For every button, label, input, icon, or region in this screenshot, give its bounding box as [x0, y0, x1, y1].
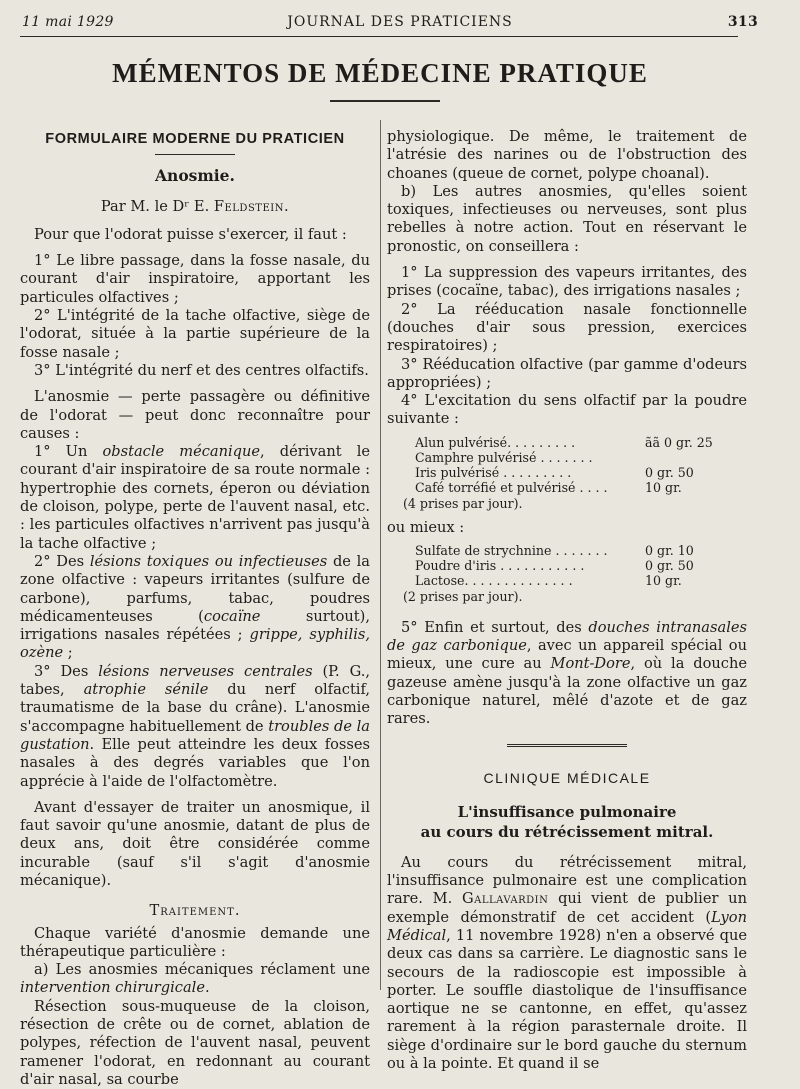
table-row: Alun pulvérisé. . . . . . . . . ãã 0 gr. 25: [415, 434, 713, 450]
column-divider: [380, 120, 381, 990]
journal-name: JOURNAL DES PRATICIENS: [287, 14, 513, 30]
table-row: Café torréfié et pulvérisé . . . . 10 gr.: [415, 479, 682, 495]
prescription-table-1: [415, 435, 715, 495]
paragraph: Au cours du rétrécissement mitral, l'insuffisance pulmonaire est une complication rare. M. Gallavardin qui vient de publier un exemple démonstratif de cet accident (Lyon Médical, 11 novembre 1928) n'en a observé que deux cas dans sa carrière. Le diagnostic sans le secours de la radioscopie est impossible à porter. Le souffle diastolique de l'insuffisance aortique ne se cantonne, en effet, qu'assez rarement à la région parasternale droite. Il siège d'ordinaire sur le bord gauche du sternum ou à la pointe. Et quand il se: [387, 853, 747, 1072]
dosage-note: (4 prises par jour).: [403, 495, 523, 511]
paragraph: 2° L'intégrité de la tache olfactive, siège de l'odorat, située à la partie supérieure de la fosse nasale ;: [20, 307, 370, 361]
issue-date: 11 mai 1929: [22, 14, 114, 30]
author-name: Feldstein.: [213, 197, 290, 215]
left-column: [20, 128, 370, 1089]
section-heading-clinique: CLINIQUE MÉDICALE: [483, 770, 651, 787]
paragraph: 3° Rééducation olfactive (par gamme d'odeurs appropriées) ;: [387, 355, 747, 391]
paragraph: Résection sous-muqueuse de la cloison, résection de crête ou de cornet, ablation de polypes, réfection de l'auvent nasal, peuvent ramener l'odorat, en redonnant au courant d'air nasal, sa courbe: [20, 997, 370, 1088]
paragraph: 3° L'intégrité du nerf et des centres olfactifs.: [34, 361, 369, 379]
paragraph: ou mieux :: [387, 519, 465, 537]
paragraph: 1° La suppression des vapeurs irritantes, des prises (cocaïne, tabac), des irrigations nasales ;: [387, 264, 747, 300]
paragraph: Pour que l'odorat puisse s'exercer, il faut :: [34, 225, 347, 243]
paragraph: Avant d'essayer de traiter un anosmique, il faut savoir qu'une anosmie, datant de plus de deux ans, doit être considérée comme incurable (sauf s'il s'agit d'anosmie mécanique).: [20, 798, 370, 889]
title-rule: [330, 100, 440, 102]
paragraph: 4° L'excitation du sens olfactif par la poudre suivante :: [387, 392, 747, 428]
paragraph: L'anosmie — perte passagère ou définitive de l'odorat — peut donc reconnaître pour causes :: [20, 388, 370, 442]
paragraph: 3° Des lésions nerveuses centrales (P. G., tabes, atrophie sénile du nerf olfactif, traumatisme de la base du crâne). L'anosmie s'accompagne habituellement de troubles de la gustation. Elle peut atteindre les deux fosses nasales à des degrés variables que l'on apprécie à l'aide de l'olfactomètre.: [20, 662, 371, 790]
header-rule: [20, 36, 738, 37]
paragraph: b) Les autres anosmies, qu'elles soient toxiques, infectieuses ou nerveuses, sont plus rebelles à notre action. Tout en réservant le pronostic, on conseillera :: [387, 182, 747, 255]
table-row: Iris pulvérisé . . . . . . . . . 0 gr. 50: [415, 464, 694, 480]
byline: [20, 198, 370, 216]
dosage-note: (2 prises par jour).: [403, 589, 523, 605]
article-title-2: L'insuffisance pulmonaire au cours du rétrécissement mitral.: [420, 802, 714, 841]
section-heading-formulaire: FORMULAIRE MODERNE DU PRATICIEN: [45, 131, 345, 147]
paragraph: physiologique. De même, le traitement de l'atrésie des narines ou de l'obstruction des choanes (queue de cornet, polype choanal).: [387, 128, 747, 182]
article-title: Anosmie.: [155, 166, 235, 186]
paragraph: Chaque variété d'anosmie demande une thérapeutique particulière :: [20, 924, 370, 960]
paragraph: 5° Enfin et surtout, des douches intranasales de gaz carbonique, avec un appareil spécial ou mieux, une cure au Mont-Dore, où la douche gazeuse amène jusqu'à la zone olfactive un gaz carbonique naturel, mêlé d'azote et de gaz rares.: [387, 618, 747, 728]
page-number: 313: [727, 14, 758, 30]
paragraph: 2° Des lésions toxiques ou infectieuses de la zone olfactive : vapeurs irritantes (sulfure de carbone), parfums, tabac, poudres médicamenteuses (cocaïne surtout), irrigations nasales répétées ; grippe, syphilis, ozène ;: [20, 552, 371, 662]
section-rule: [155, 154, 235, 155]
section-divider: [507, 744, 627, 747]
table-row: Lactose. . . . . . . . . . . . . . 10 gr.: [415, 573, 682, 589]
byline-prefix: Par M. le Dʳ E.: [100, 197, 214, 215]
paragraph: 1° Le libre passage, dans la fosse nasale, du courant d'air inspiratoire, apportant les particules olfactives ;: [20, 252, 370, 306]
table-row: Camphre pulvérisé . . . . . . .: [415, 449, 593, 465]
paragraph: a) Les anosmies mécaniques réclament une intervention chirurgicale.: [20, 961, 370, 997]
right-column: [387, 128, 747, 1073]
page-title: MÉMENTOS DE MÉDECINE PRATIQUE: [112, 58, 648, 88]
table-row: Poudre d'iris . . . . . . . . . . . 0 gr. 50: [415, 558, 694, 574]
subheading-traitement: Traitement.: [149, 902, 241, 920]
prescription-table-2: [415, 543, 715, 588]
table-row: Sulfate de strychnine . . . . . . . 0 gr. 10: [415, 543, 694, 559]
paragraph: 1° Un obstacle mécanique, dérivant le courant d'air inspiratoire de sa route normale : hypertrophie des cornets, éperon ou déviation de cloison, polype, perte de l'auvent nasal, etc. : les particules olfactives n'arrivent pas jusqu'à la tache olfactive ;: [20, 443, 371, 552]
paragraph: 2° La rééducation nasale fonctionnelle (douches d'air sous pression, exercices respiratoires) ;: [387, 300, 747, 355]
